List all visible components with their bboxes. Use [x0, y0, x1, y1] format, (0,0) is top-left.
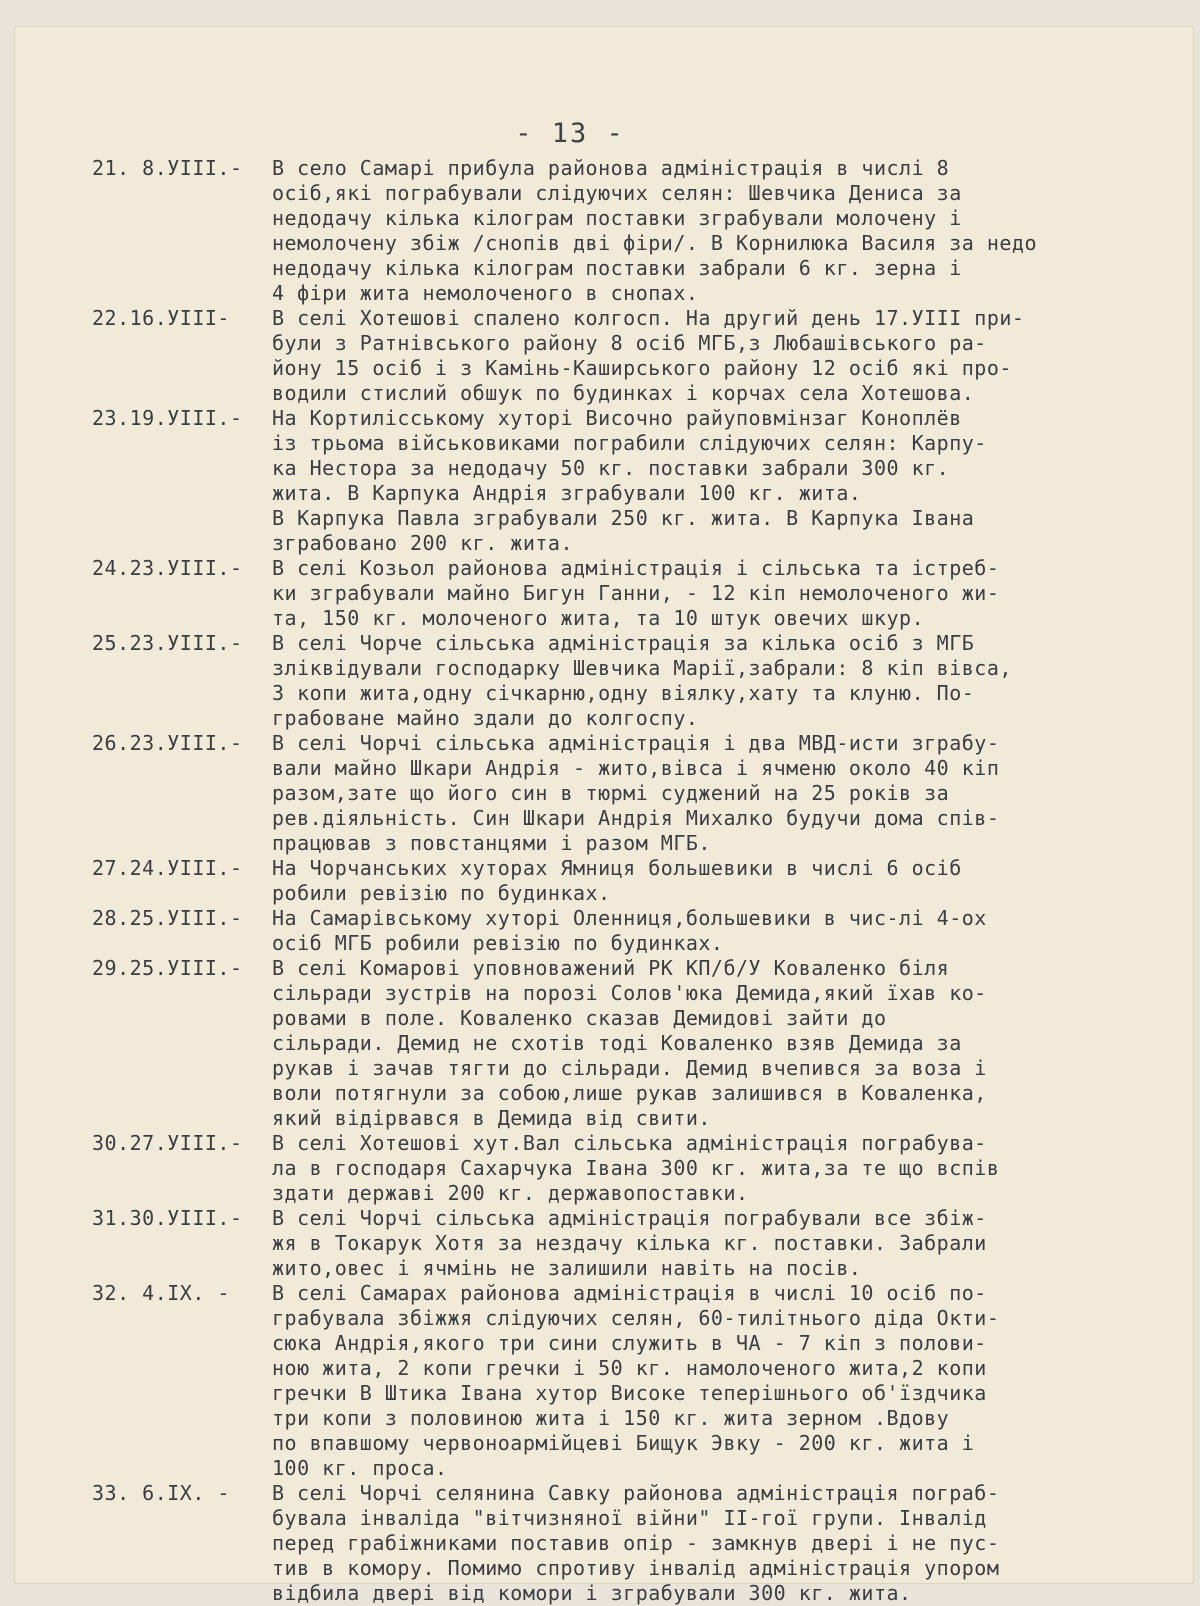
- entry: [92, 1131, 1182, 1206]
- entry-line: В селі Хотешові спалено колгосп. На другий день 17.УІІІ при-: [272, 306, 1025, 330]
- entry: [92, 556, 1182, 631]
- entry-line: немолочену збіж /снопів дві фіри/. В Корнилюка Василя за недо: [272, 231, 1038, 255]
- entry-text: [272, 306, 1182, 406]
- entry-line: На Кортилісському хуторі Височно райуповмінзаг Коноплёв: [272, 406, 962, 430]
- entry-date: 21. 8.УІІІ.-: [92, 156, 243, 180]
- entry-line: осіб МГБ робили ревізію по будинках.: [272, 931, 724, 955]
- entry-line: В селі Чорчі сільська адміністрація і два МВД-исти зграбу-: [272, 731, 1000, 755]
- entry-text: [272, 1131, 1182, 1206]
- entry: [92, 1281, 1182, 1481]
- entry-line: ла в господаря Сахарчука Івана 300 кг. жита,за те що вспів: [272, 1156, 1000, 1180]
- entry-text: [272, 731, 1182, 856]
- entry-line: відбила двері від комори і зграбували 300 кг. жита.: [272, 1581, 912, 1605]
- entry-line: воли потягнули за собою,лише рукав залишився в Коваленка,: [272, 1081, 987, 1105]
- entry-line: В селі Хотешові хут.Вал сільська адміністрація пограбува-: [272, 1131, 987, 1155]
- entry-date: 32. 4.ІХ. -: [92, 1281, 230, 1305]
- entry-text: [272, 956, 1182, 1131]
- entry-text: [272, 1281, 1182, 1481]
- entry-line: вали майно Шкари Андрія - жито,вівса і ячменю около 40 кіп: [272, 756, 1000, 780]
- entry-line: бувала інваліда "вітчизняної війни" ІІ-гої групи. Інвалід: [272, 1506, 987, 1530]
- entry-line: В селі Чорчі сільська адміністрація пограбували все збіж-: [272, 1206, 987, 1230]
- entry: [92, 906, 1182, 956]
- entry-line: В селі Самарах районова адміністрація в числі 10 осіб по-: [272, 1281, 987, 1305]
- entry-text: [272, 556, 1182, 631]
- entry-line: здати державі 200 кг. державопоставки.: [272, 1181, 749, 1205]
- entry-line: три копи з половиною жита і 150 кг. жита зерном .Вдову: [272, 1406, 950, 1430]
- entry-text: [272, 856, 1182, 906]
- entry-date: 22.16.УІІІ-: [92, 306, 230, 330]
- entry-line: були з Ратнівського району 8 осіб МГБ,з Любашівського ра-: [272, 331, 987, 355]
- entry-line: гречки В Штика Івана хутор Високе теперішнього об'їздчика: [272, 1381, 987, 1405]
- entry-line: грабувала збіжжя слідуючих селян, 60-тилітнього діда Окти-: [272, 1306, 1000, 1330]
- entry: [92, 1206, 1182, 1281]
- entry-text: [272, 906, 1182, 956]
- entry-line: жито,овес і ячмінь не залишили навіть на посів.: [272, 1256, 862, 1280]
- entry-line: осіб,які пограбували слідуючих селян: Шевчика Дениса за: [272, 181, 962, 205]
- entry: [92, 956, 1182, 1131]
- entry-date: 24.23.УІІІ.-: [92, 556, 243, 580]
- entry-date: 30.27.УІІІ.-: [92, 1131, 243, 1155]
- entry-line: 3 копи жита,одну січкарню,одну віялку,хату та клуню. По-: [272, 681, 975, 705]
- entry-line: тив в комору. Помимо спротиву інвалід адміністрація упором: [272, 1556, 1000, 1580]
- entry-line: який відірвався в Демида від свити.: [272, 1106, 711, 1130]
- entry-line: На Самарівському хуторі Оленниця,большевики в чис-лі 4-ох: [272, 906, 987, 930]
- entry-line: зграбовано 200 кг. жита.: [272, 531, 573, 555]
- entry-date: 29.25.УІІІ.-: [92, 956, 243, 980]
- entry-line: В село Самарі прибула районова адміністрація в числі 8: [272, 156, 950, 180]
- entry-date: 33. 6.ІХ. -: [92, 1481, 230, 1505]
- entry-line: робили ревізію по будинках.: [272, 881, 611, 905]
- entry: [92, 731, 1182, 856]
- entry-date: 23.19.УІІІ.-: [92, 406, 243, 430]
- entry-line: сільради зустрів на порозі Солов'юка Демида,який їхав ко-: [272, 981, 987, 1005]
- entry-line: ровами в поле. Коваленко сказав Демидові зайти до: [272, 1006, 887, 1030]
- entry-line: зліквідували господарку Шевчика Марії,забрали: 8 кіп вівса,: [272, 656, 1012, 680]
- entry-line: працював з повстанцями і разом МГБ.: [272, 831, 711, 855]
- entry-line: перед грабіжниками поставив опір - замкнув двері і не пус-: [272, 1531, 1000, 1555]
- entry-line: ки зграбували майно Бигун Ганни, - 12 кіп немолоченого жи-: [272, 581, 1000, 605]
- page-number: - 13 -: [515, 118, 625, 149]
- entry-line: На Чорчанських хуторах Ямниця большевики в числі 6 осіб: [272, 856, 962, 880]
- entry-text: [272, 406, 1182, 556]
- entry-text: [272, 1481, 1182, 1606]
- entry-line: сюка Андрія,якого три сини служить в ЧА - 7 кіп з полови-: [272, 1331, 987, 1355]
- entry-line: рукав і зачав тягти до сільради. Демид вчепився за воза і: [272, 1056, 987, 1080]
- entry-line: грабоване майно здали до колгоспу.: [272, 706, 699, 730]
- entry-line: разом,зате що його син в тюрмі суджений на 25 років за: [272, 781, 950, 805]
- entry-text: [272, 156, 1182, 306]
- entry-line: сільради. Демид не схотів тоді Коваленко взяв Демида за: [272, 1031, 962, 1055]
- entry: [92, 156, 1182, 306]
- entry-line: В селі Чорче сільська адміністрація за кілька осіб з МГБ: [272, 631, 975, 655]
- entry-line: недодачу кілька кілограм поставки забрали 6 кг. зерна і: [272, 256, 962, 280]
- entry-line: В селі Козьол районова адміністрація і сільська та істреб-: [272, 556, 1000, 580]
- entry-date: 25.23.УІІІ.-: [92, 631, 243, 655]
- entry-text: [272, 631, 1182, 731]
- entry: [92, 631, 1182, 731]
- entry-date: 27.24.УІІІ.-: [92, 856, 243, 880]
- entry-line: йону 15 осіб і з Камінь-Каширського району 12 осіб які про-: [272, 356, 1012, 380]
- entry-line: ною жита, 2 копи гречки і 50 кг. намолоченого жита,2 копи: [272, 1356, 987, 1380]
- entry-line: по впавшому червоноармійцеві Бищук Эвку - 200 кг. жита і: [272, 1431, 975, 1455]
- entry: [92, 1481, 1182, 1606]
- entry-line: жита. В Карпука Андрія зграбували 100 кг. жита.: [272, 481, 862, 505]
- entry-line: 100 кг. проса.: [272, 1456, 448, 1480]
- entry-line: недодачу кілька кілограм поставки зграбували молочену і: [272, 206, 962, 230]
- entry-date: 28.25.УІІІ.-: [92, 906, 243, 930]
- entry-line: та, 150 кг. молоченого жита, та 10 штук овечих шкур.: [272, 606, 925, 630]
- entry-line: В селі Комарові уповноважений РК КП/б/У Коваленко біля: [272, 956, 950, 980]
- entry: [92, 406, 1182, 556]
- entry-line: В Карпука Павла зграбували 250 кг. жита. В Карпука Івана: [272, 506, 975, 530]
- entries-list: [92, 156, 1182, 1606]
- entry-line: В селі Чорчі селянина Савку районова адміністрація пограб-: [272, 1481, 1000, 1505]
- entry-date: 26.23.УІІІ.-: [92, 731, 243, 755]
- entry-line: рев.діяльність. Син Шкари Андрія Михалко будучи дома спів-: [272, 806, 1000, 830]
- entry-date: 31.30.УІІІ.-: [92, 1206, 243, 1230]
- entry-line: жя в Токарук Хотя за нездачу кілька кг. поставки. Забрали: [272, 1231, 987, 1255]
- entry-line: ка Нестора за недодачу 50 кг. поставки забрали 300 кг.: [272, 456, 950, 480]
- entry-line: водили стислий обшук по будинках і корчах села Хотешова.: [272, 381, 975, 405]
- entry-text: [272, 1206, 1182, 1281]
- entry-line: 4 фіри жита немолоченого в снопах.: [272, 281, 699, 305]
- entry: [92, 306, 1182, 406]
- entry: [92, 856, 1182, 906]
- entry-line: із трьома військовиками пограбили слідуючих селян: Карпу-: [272, 431, 987, 455]
